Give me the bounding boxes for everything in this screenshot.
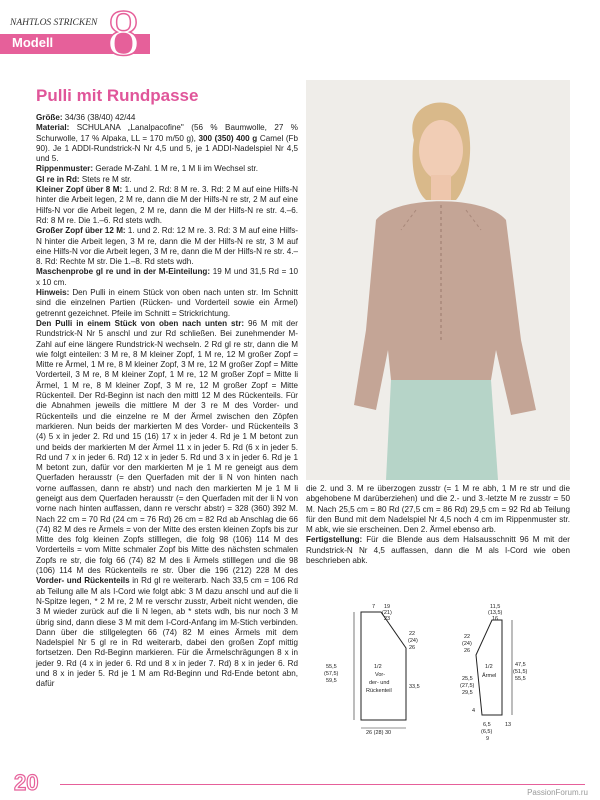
maschenprobe: 19 M und 31,5 Rd = 10 x 10 cm. (36, 267, 298, 287)
model-photo (306, 80, 570, 480)
dim-mid-22: 22 (409, 631, 416, 637)
body-label-2: Vor- (375, 672, 386, 678)
label-hinweis: Hinweis: (36, 288, 70, 298)
dim-s-16: 16 (492, 616, 499, 622)
col2-text: die 2. und 3. M re überzogen zusstr (= 1 M re abh, 1 M re str und die abgehobene M darüberziehen) und die 2.- und 3.-letzte M re zusstr = 50 M. Nach 25,5 cm = 80 Rd (27,5 cm = 86 Rd) 29,5 cm = 92 Rd ab Teilung für den Bund mit dem Nadelspiel Nr 4,5 noch 4 cm im Rippenmuster str. M abk, wie sie erscheinen. Den 2. Ärmel ebenso arb. (306, 484, 570, 535)
sleeve-label-2: Ärmel (482, 673, 497, 679)
material: SCHULANA „Lanalpacofine" (56 % Baumwolle, 27 % Schurwolle, 17 % Alpaka, LL = 170 m/50 g), (36, 123, 298, 143)
label-maschenprobe: Maschenprobe gl re und in der M-Einteilung: (36, 267, 211, 277)
page-number: 20 (14, 770, 39, 795)
dim-s-65: 6,5 (483, 722, 491, 728)
label-pulli: Den Pulli in einem Stück von oben nach unten str: (36, 318, 245, 328)
dim-top-21: (21) (382, 610, 392, 616)
header-tab: NAHTLOS STRICKEN (10, 18, 120, 31)
dim-s-26: 26 (464, 648, 471, 654)
material-amount: 300 (350) 400 g (198, 133, 258, 143)
dim-s-275: (27,5) (460, 683, 475, 689)
dim-mid-24: (24) (408, 638, 418, 644)
hinweis: Den Pulli in einem Stück von oben nach unten str. Im Schnitt sind die einzelnen Partien (Rücken- und Vorderteil sowie ein Ärmel) getrennt gezeichnet. Pfeile im Schnitt = Strickrichtung. (36, 288, 298, 318)
label-kleiner-zopf: Kleiner Zopf über 8 M: (36, 185, 123, 195)
dim-left-59: 59,5 (326, 678, 337, 684)
pattern-diagram (306, 600, 570, 760)
dim-top-7: 7 (372, 604, 376, 610)
dim-s-115: 11,5 (490, 604, 501, 610)
body-label-4: Rückenteil (366, 688, 392, 694)
dim-s-4: 4 (472, 708, 476, 714)
header-section: Modell (12, 35, 54, 50)
dim-top-23: 23 (384, 616, 391, 622)
vorder-rueckenteil: in Rd gl re weiterarb. Nach 33,5 cm = 106 Rd ab Teilung alle M als I-Cord wie folgt abk: 3 M dazu anschl und auf die li N-Spitze legen, * 2 M re, 2 M re verschr zusstr, Arbeit nicht wenden, die 3 M wieder zurück auf die li N legen, ab * stets wdh, bis nur noch 3 M übrig sind, dann diese 3 M mit dem I-Cord-Anfang im M-Stich verbinden. Dann über die stillgelegten 66 (74) 82 M eines Ärmels mit dem Nadelspiel Nr 5 gl re in Rd weiterarb, dabei den großen Zopf mittig fortsetzen. Den Rd-Beginn markieren. Für die Ärmelschrägungen 8 x in jeder 9. Rd (4 x in jeder 6. Rd und 8 x in jeder 7. Rd) 8 x in jeder 6. Rd und 8 x in jeder 5. Rd je 1 M am Rd-Beginn und Rd-Ende betont abn, dafür (36, 576, 298, 689)
label-vorder-rueckenteil: Vorder- und Rückenteils (36, 576, 130, 586)
label-fertigstellung: Fertigstellung: (306, 535, 363, 545)
fertigstellung: Für die Blende aus dem Halsausschnitt 96 M mit der Rundstrick-N Nr 4,5 auffassen, dann die M als I-Cord wie oben beschrieben abk. (306, 535, 570, 566)
pulli: 96 M mit der Rundstrick-N Nr 5 anschl und zur Rd schließen. Bei zunehmender M-Zahl auf eine längere Rundstrick-N wechseln. 2 Rd gl re str, dann die M wie folgt einteilen: 3 M re, 8 M kleiner Zopf, 1 M re, 12 M großer Zopf = Mitte re Ärmel, 1 M re, 8 M kleiner Zopf, 3 M re, 12 M großer Zopf = Mitte Vorderteil, 3 M re, 8 M kleiner Zopf, 1 M re, 12 M großer Zopf = Mitte li Ärmel, 1 M re, 8 M kleiner Zopf, 3 M re, 12 M großer Zopf = Mitte Rückenteil. Der Rd-Beginn ist nach den mittl 12 M des Rückenteils. Für die Abnahmen jeweils die mittlere M der 3 re M des Vorder- und Rückenteils und die einzelne re M der Ärmel zwischen den Zöpfen markieren. Nun beids der markierten M des Vorder- und Rückenteils 3 (4) 5 x in jeder 2. Rd und 15 (16) 17 x in jeder 4. Rd je 1 M betont zun und beids der markierten M der Ärmel 11 x in jeder 5. Rd (6 x in jeder 5. Rd und 7 x in jeder 6. Rd) 12 x in jeder 5. Rd und 3 x in jeder 6. Rd je 1 M betont zun, dafür vor den markierten M je 1 M re geneigt aus dem Querfaden herausstr (= den Querfaden mit der li N von hinten nach vorne auffassen, dann re abstr) und nach den markierten M je 1 M li geneigt aus dem Querfaden herausstr (= den Querfaden mit der li N von vorne nach hinten auffassen, dann re verschr abstr) = 328 (360) 392 M. Nach 22 cm = 70 Rd (24 cm = 76 Rd) 26 cm = 82 Rd ab Anschlag die 66 (74) 82 M des re Ärmels = von der Mitte des ersten kleinen Zopfs bis zur Mitte des folg kleinen Zopfs stilllegen, die folg 98 (106) 114 M des Vorderteils = vom Mitte schmaler Zopf bis Mitte des nächsten schmalen Zopfs re str, die folg 66 (74) 82 M des li Ärmels stilllegen und die 98 (106) 114 M des Rückenteils re str. Über die 196 (212) 228 M des (36, 318, 298, 576)
dim-s-555: 55,5 (515, 676, 526, 682)
model-number: 8 (107, 0, 140, 70)
label-groesse: Größe: (36, 113, 63, 122)
dim-mid-335: 33,5 (409, 684, 420, 690)
page-title: Pulli mit Rundpasse (36, 86, 199, 105)
dim-mid-26: 26 (409, 645, 416, 651)
body-label-3: der- und (369, 680, 390, 686)
dim-s-24: (24) (462, 641, 472, 647)
dim-s-13: 13 (505, 722, 512, 728)
label-glre: Gl re in Rd: (36, 174, 80, 184)
dim-s-135: (13,5) (488, 610, 503, 616)
dim-left-55: 55,5 (326, 664, 337, 670)
dim-s-475: 47,5 (515, 662, 526, 668)
material-rest: Camel (Fb 90). Je 1 ADDI-Rundstrick-N Nr 4,5 und 5, je 1 ADDI-Nadelspiel Nr 4,5 und 5. (36, 133, 298, 164)
label-grosser-zopf: Großer Zopf über 12 M: (36, 226, 126, 236)
rippen: Gerade M-Zahl. 1 M re, 1 M li im Wechsel str. (93, 164, 259, 174)
sleeve-label-1: 1/2 (485, 664, 493, 670)
dim-s-255: 25,5 (462, 676, 473, 682)
grosser-zopf: 1. und 2. Rd: 12 M re. 3. Rd: 3 M auf eine Hilfs-N hinter die Arbeit legen, 3 M re, dann die M der Hilfs-N re str, 3 M auf eine Hilfs-N vor die Arbeit legen, 3 M re, dann die M der Hilfs-N re str. 4.–8. Rd: Rechte M str. Die 1.–8. Rd stets wdh. (36, 226, 298, 267)
body-label-1: 1/2 (374, 664, 382, 670)
dim-s-22: 22 (464, 634, 471, 640)
instructions-column (36, 113, 298, 690)
kleiner-zopf: 1. und 2. Rd: 8 M re. 3. Rd: 2 M auf eine Hilfs-N hinter die Arbeit legen, 2 M re, dann die M der Hilfs-N re str, 2 M auf eine Hilfs-N vor die Arbeit legen, 2 M re, dann die M der Hilfs-N re str. 4.–6. Rd: 8 M re. Die 1.–6. Rd stets wdh. (36, 185, 298, 225)
instructions-column-2 (306, 484, 570, 566)
label-material: Material: (36, 123, 70, 133)
label-rippen: Rippenmuster: (36, 164, 94, 174)
body-outline (361, 612, 406, 720)
footer-line (60, 784, 585, 785)
dim-s-9: 9 (486, 736, 490, 742)
dim-bottom: 26 (28) 30 (366, 730, 392, 736)
dim-s-515: (51,5) (513, 669, 528, 675)
glre: Stets re M str. (79, 174, 132, 184)
dim-s-295: 29,5 (462, 690, 473, 696)
groesse: 34/36 (38/40) 42/44 (62, 113, 136, 122)
dim-left-57: (57,5) (324, 671, 339, 677)
footer-site: PassionForum.ru (527, 788, 588, 797)
dim-s-65b: (6,5) (481, 729, 493, 735)
dim-top-19: 19 (384, 604, 391, 610)
